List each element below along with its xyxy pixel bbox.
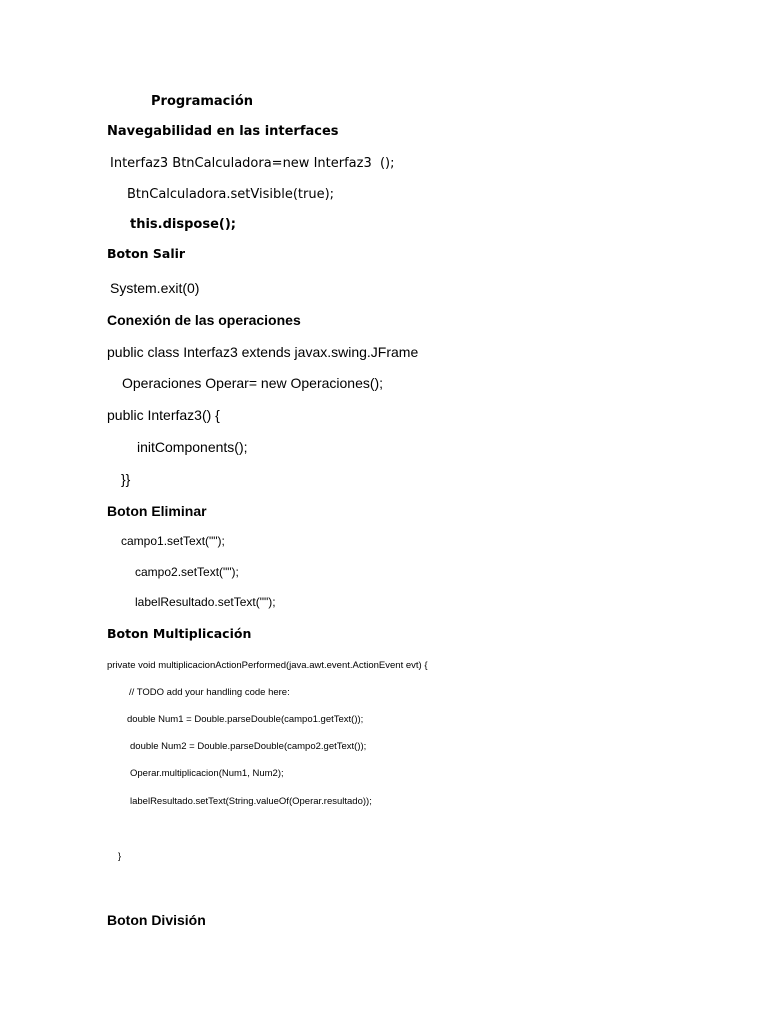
eliminar-code-line-3: labelResultado.setText(""); (135, 595, 276, 609)
conexion-heading: Conexión de las operaciones (107, 312, 301, 328)
multiplicacion-code-line-2: // TODO add your handling code here: (129, 687, 290, 698)
conexion-code-line-2: Operaciones Operar= new Operaciones(); (122, 375, 384, 391)
multiplicacion-code-line-4: double Num2 = Double.parseDouble(campo2.getText()); (130, 741, 367, 752)
conexion-code-line-3: public Interfaz3() { (107, 407, 220, 423)
salir-code: System.exit(0) (110, 280, 200, 296)
conexion-code-line-5: }} (121, 471, 131, 487)
page-title: Programación (151, 94, 254, 109)
conexion-code-line-4: initComponents(); (137, 439, 248, 455)
nav-code-line-3: this.dispose(); (130, 217, 236, 232)
multiplicacion-code-line-7: } (118, 851, 122, 862)
multiplicacion-code-line-6: labelResultado.setText(String.valueOf(Operar.resultado)); (130, 796, 372, 807)
eliminar-code-line-2: campo2.setText(""); (135, 565, 239, 579)
conexion-code-line-1: public class Interfaz3 extends javax.swing.JFrame (107, 344, 419, 360)
salir-heading: Boton Salir (107, 246, 186, 261)
nav-code-line-2: BtnCalculadora.setVisible(true); (127, 187, 335, 202)
eliminar-heading: Boton Eliminar (107, 503, 207, 519)
nav-heading: Navegabilidad en las interfaces (107, 124, 339, 139)
multiplicacion-heading: Boton Multiplicación (107, 626, 252, 641)
multiplicacion-code-line-5: Operar.multiplicacion(Num1, Num2); (130, 768, 284, 779)
nav-code-line-1: Interfaz3 BtnCalculadora=new Interfaz3 (); (110, 156, 395, 171)
multiplicacion-code-line-3: double Num1 = Double.parseDouble(campo1.getText()); (127, 714, 364, 725)
eliminar-code-line-1: campo1.setText(""); (121, 534, 225, 548)
division-heading: Boton División (107, 912, 206, 928)
multiplicacion-code-line-1: private void multiplicacionActionPerformed(java.awt.event.ActionEvent evt) { (107, 660, 428, 671)
